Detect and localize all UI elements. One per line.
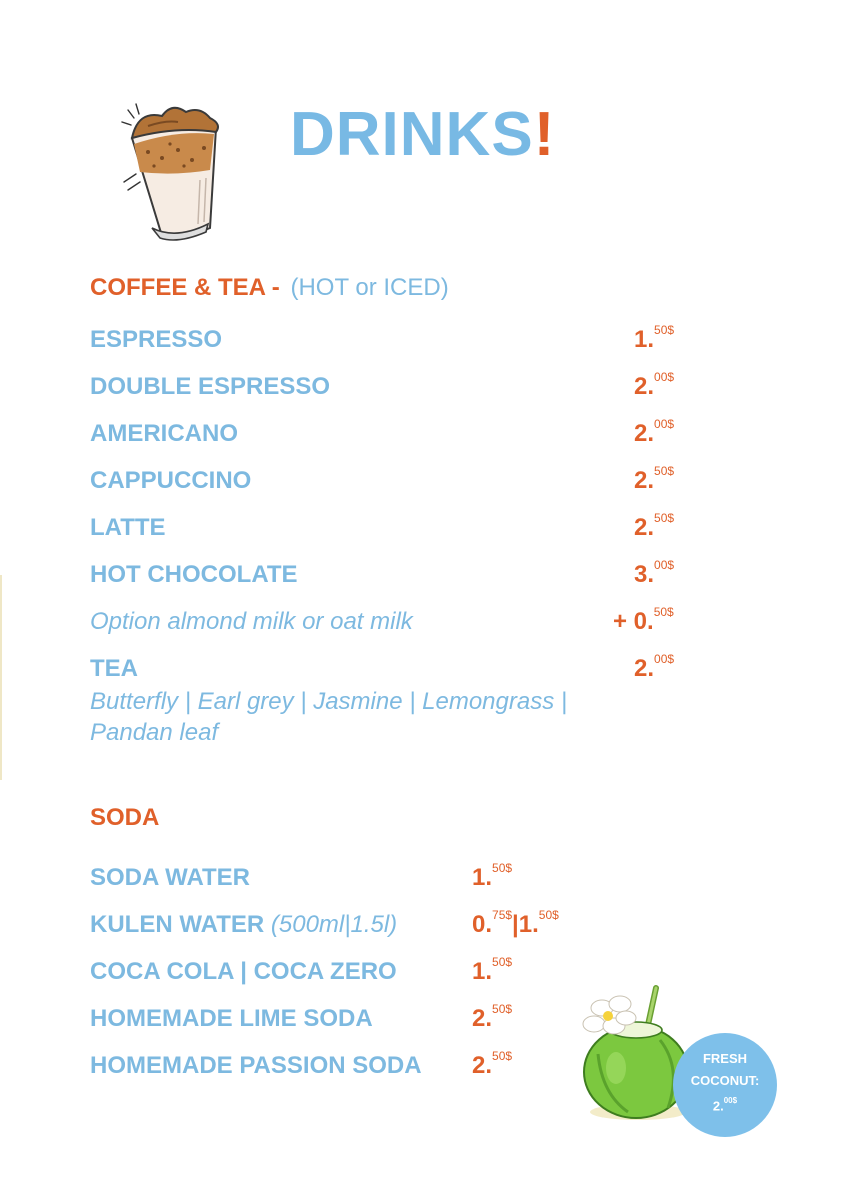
item-price: 2.$^{50\$}$ [634, 511, 675, 541]
item-price: 3.$^{00\$}$ [634, 558, 675, 588]
item-price: 0.$^{75\$}$|1.$^{50\$}$ [472, 908, 559, 938]
tea-options: Butterfly | Earl grey | Jasmine | Lemongrass | Pandan leaf [90, 688, 568, 746]
coffee-tea-note: (HOT or ICED) [290, 274, 449, 301]
item-name: KULEN WATER (500ml|1.5l) [90, 911, 398, 938]
page-title [290, 100, 556, 169]
item-name: SODA WATER [90, 864, 250, 891]
coffee-tea-section-title [90, 274, 449, 302]
item-price: 2.$^{00\$}$ [634, 652, 675, 682]
coffee-tea-title-text: COFFEE & TEA - [90, 274, 280, 301]
page-title-mark: ! [533, 100, 556, 169]
badge-price: 2.$^{00\$}$ [712, 1096, 738, 1114]
item-size-note: (500ml|1.5l) [270, 911, 398, 938]
edge-decoration [0, 575, 2, 780]
item-name: HOMEMADE LIME SODA [90, 1005, 373, 1032]
item-price: 2.$^{00\$}$ [634, 370, 675, 400]
item-price: 1.$^{50\$}$ [472, 861, 513, 891]
item-price: 2.$^{50\$}$ [472, 1002, 513, 1032]
item-name: LATTE [90, 514, 166, 541]
item-name: HOMEMADE PASSION SODA [90, 1052, 422, 1079]
item-name: ESPRESSO [90, 326, 223, 353]
iced-coffee-glass-icon [118, 100, 233, 250]
page-title-text: DRINKS [290, 100, 534, 169]
item-price: 1.$^{50\$}$ [472, 955, 513, 985]
fresh-coconut-badge [673, 1033, 777, 1137]
badge-line-2: COCONUT: [690, 1073, 760, 1088]
item-price: 2.$^{50\$}$ [472, 1049, 513, 1079]
item-price: 2.$^{00\$}$ [634, 417, 675, 447]
item-name: HOT CHOCOLATE [90, 561, 298, 588]
item-name: COCA COLA | COCA ZERO [90, 958, 397, 985]
item-option-text: Option almond milk or oat milk [90, 608, 413, 635]
item-option-price: + 0.$^{50\$}$ [613, 605, 674, 635]
item-name: DOUBLE ESPRESSO [90, 373, 331, 400]
badge-line-1: FRESH [702, 1051, 748, 1066]
soda-section-title: SODA [90, 804, 160, 831]
item-name: AMERICANO [90, 420, 238, 447]
item-price: 1.$^{50\$}$ [634, 323, 675, 353]
item-name: TEA [90, 655, 138, 682]
item-name: CAPPUCCINO [90, 467, 252, 494]
item-price: 2.$^{50\$}$ [634, 464, 675, 494]
